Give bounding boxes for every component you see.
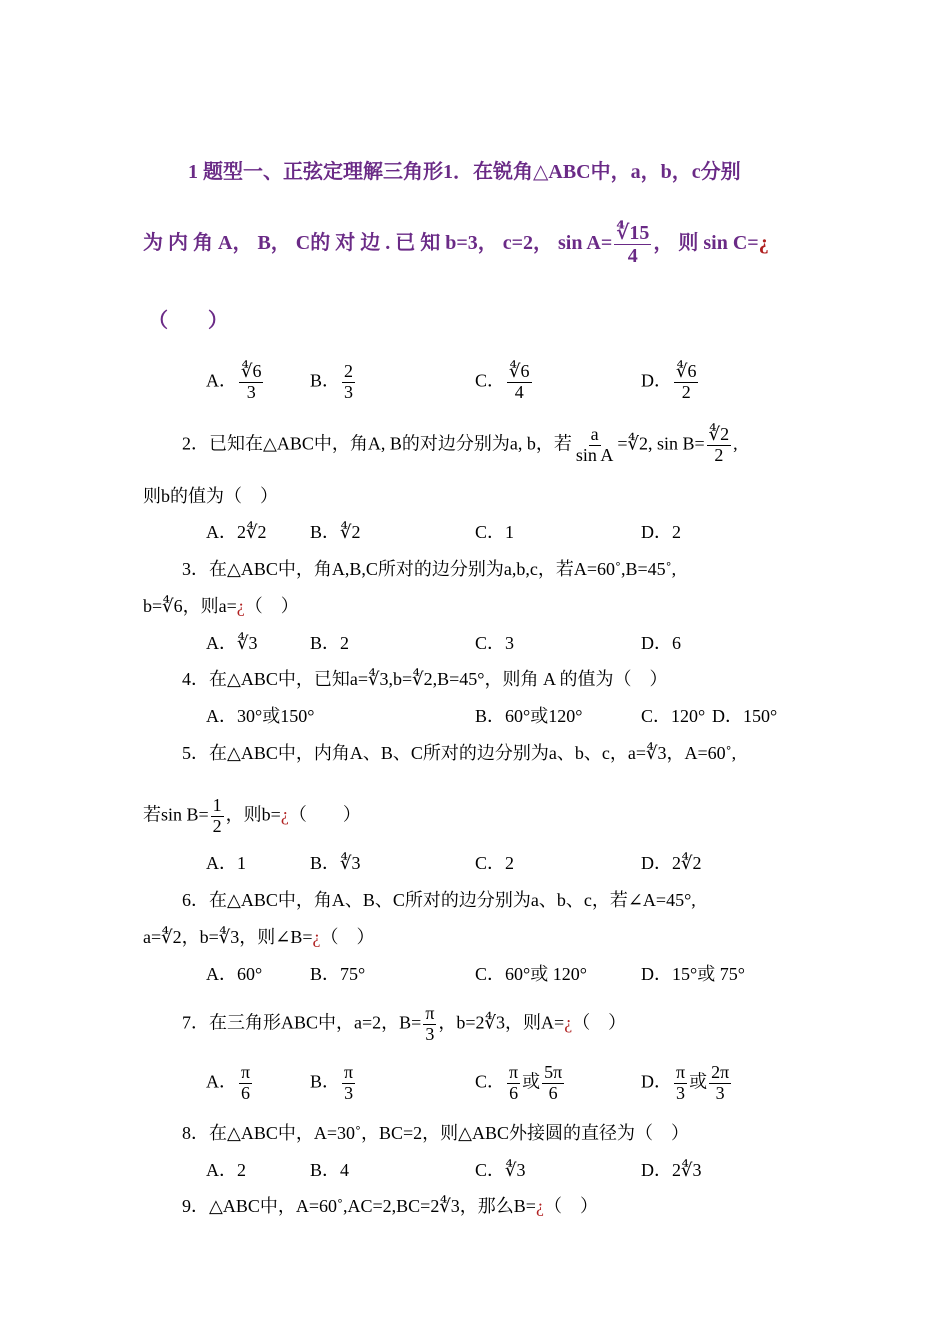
frac-den: 6	[548, 1082, 558, 1103]
q9-line1	[182, 1197, 598, 1215]
q6-line2b: （ ）	[320, 927, 375, 947]
q5-option-d: D．2∜2	[641, 853, 702, 873]
q6-line2a: a=∜2，b=∜3，则∠B=	[143, 927, 313, 947]
q1-option-a	[206, 362, 265, 403]
q7-line1c: （ ）	[572, 1012, 627, 1033]
frac-num: ∜2	[708, 424, 730, 444]
q3-option-c: C．3	[475, 633, 515, 653]
frac-den: 3	[344, 381, 354, 402]
q5-line2	[143, 796, 361, 837]
q7-line1a: 7．在三角形ABC中，a=2，B=	[182, 1012, 422, 1033]
q3-option-b: B．2	[310, 633, 350, 653]
q1-line2-tail: ， 则 sin C=	[653, 232, 759, 255]
q3-option-d: D．6	[641, 633, 681, 653]
frac-num: π	[676, 1062, 686, 1082]
frac-den: 3	[715, 1082, 725, 1103]
frac-num: ∜6	[509, 361, 530, 381]
frac-num: a	[590, 424, 599, 444]
q5-line2a: 若sin B=	[143, 804, 209, 825]
q1-sinA-fraction	[614, 222, 651, 267]
q7-line1	[182, 1004, 626, 1045]
q6-line1: 6．在△ABC中，角A、B、C所对的边分别为a、b、c，若∠A=45°,	[182, 890, 696, 910]
q1-line2	[143, 222, 769, 267]
q2-prefix: 2．已知在△ABC中，角A, B的对边分别为a, b，若	[182, 433, 572, 454]
q9-line1b: （ ）	[543, 1196, 598, 1216]
q6-line2	[143, 928, 374, 946]
option-label: C．	[475, 370, 506, 391]
frac-den: 3	[676, 1082, 686, 1103]
option-label: A．	[206, 370, 237, 391]
q8-option-c: C．∜3	[475, 1160, 526, 1180]
frac-num: π	[344, 1062, 354, 1082]
frac-den: 2	[212, 815, 222, 836]
q3-option-a: A．∜3	[206, 633, 258, 653]
q2-end: ,	[733, 433, 738, 454]
q8-option-d: D．2∜3	[641, 1160, 702, 1180]
q9-line1a: 9．△ABC中，A=60˚,AC=2,BC=2∜3，那么B=	[182, 1196, 536, 1216]
q6-option-c: C．60°或 120°	[475, 964, 587, 984]
frac-num: π	[509, 1062, 519, 1082]
q1-frac-num: ∜15	[616, 222, 650, 244]
q5-option-b: B．∜3	[310, 853, 361, 873]
q1-line1: 1 题型一、正弦定理解三角形1．在锐角△ABC中，a，b，c分别	[188, 161, 741, 183]
q3-line1: 3．在△ABC中，角A,B,C所对的边分别为a,b,c，若A=60˚,B=45˚,	[182, 559, 677, 579]
q7-option-d	[641, 1063, 733, 1104]
frac-den: 3	[246, 381, 256, 402]
q7-option-c	[475, 1063, 566, 1104]
q2-option-c: C．1	[475, 522, 515, 542]
option-label: B．	[310, 1071, 341, 1092]
unknown-mark: ¿	[312, 927, 321, 947]
q2-option-a: A．2∜2	[206, 522, 267, 542]
q2-mid: =∜2, sin B=	[617, 433, 705, 454]
q5-option-a: A．1	[206, 853, 246, 873]
q1-frac-den: 4	[627, 245, 638, 267]
q4-option-c: C．120°	[641, 706, 706, 726]
frac-num: ∜6	[241, 361, 262, 381]
option-or: 或	[689, 1071, 708, 1092]
unknown-mark: ¿	[535, 1196, 544, 1216]
q1-unknown-mark: ¿	[758, 232, 769, 255]
q6-option-d: D．15°或 75°	[641, 964, 745, 984]
option-label: C．	[475, 1071, 506, 1092]
q3-line2a: b=∜6，则a=	[143, 596, 237, 616]
frac-den: 3	[425, 1023, 435, 1044]
q8-option-a: A．2	[206, 1160, 246, 1180]
q7-option-a	[206, 1063, 254, 1104]
frac-den: 6	[509, 1082, 519, 1103]
frac-den: 3	[344, 1082, 354, 1103]
q2-line1	[182, 425, 738, 466]
option-label: D．	[641, 370, 672, 391]
q4-line1: 4．在△ABC中，已知a=∜3,b=∜2,B=45°，则角 A 的值为（ ）	[182, 669, 668, 689]
unknown-mark: ¿	[280, 804, 289, 825]
frac-num: 5π	[544, 1062, 563, 1082]
q7-line1b: ，b=2∜3，则A=	[438, 1012, 565, 1033]
frac-den: sin A	[575, 444, 614, 465]
q6-option-b: B．75°	[310, 964, 366, 984]
frac-den: 2	[681, 381, 691, 402]
q5-option-c: C．2	[475, 853, 515, 873]
q5-line2c: （ ）	[288, 804, 361, 825]
q8-line1: 8．在△ABC中，A=30˚，BC=2，则△ABC外接圆的直径为（ ）	[182, 1123, 690, 1143]
q3-line2b: （ ）	[244, 596, 299, 616]
q6-option-a: A．60°	[206, 964, 263, 984]
frac-den: 2	[714, 444, 724, 465]
q4-option-d: D．150°	[712, 706, 778, 726]
q2-line2: 则b的值为（ ）	[143, 486, 278, 506]
q4-option-b: B．60°或120°	[475, 706, 583, 726]
frac-num: π	[425, 1003, 435, 1023]
q1-option-d	[641, 362, 700, 403]
frac-num: π	[241, 1062, 251, 1082]
option-label: B．	[310, 370, 341, 391]
q8-option-b: B．4	[310, 1160, 350, 1180]
frac-den: 6	[241, 1082, 251, 1103]
unknown-mark: ¿	[564, 1012, 573, 1033]
frac-den: 4	[514, 381, 524, 402]
option-label: D．	[641, 1071, 672, 1092]
frac-num: 2π	[711, 1062, 730, 1082]
q7-option-b	[310, 1063, 357, 1104]
q1-line3: （ ）	[148, 310, 228, 332]
q5-line1: 5．在△ABC中，内角A、B、C所对的边分别为a、b、c，a=∜3，A=60˚,	[182, 743, 737, 763]
q3-line2	[143, 597, 299, 615]
frac-num: ∜6	[676, 361, 697, 381]
q4-option-a: A．30°或150°	[206, 706, 315, 726]
q2-option-d: D．2	[641, 522, 681, 542]
q2-option-b: B．∜2	[310, 522, 361, 542]
q1-line2-text: 为 内 角 A， B， C的 对 边 . 已 知 b=3， c=2， sin A=	[143, 232, 613, 255]
q1-option-c	[475, 362, 534, 403]
option-label: A．	[206, 1071, 237, 1092]
option-or: 或	[522, 1071, 541, 1092]
q5-line2b: ，则b=	[225, 804, 281, 825]
frac-num: 2	[344, 361, 354, 381]
frac-num: 1	[212, 795, 222, 815]
q1-option-b	[310, 362, 357, 403]
unknown-mark: ¿	[236, 596, 245, 616]
